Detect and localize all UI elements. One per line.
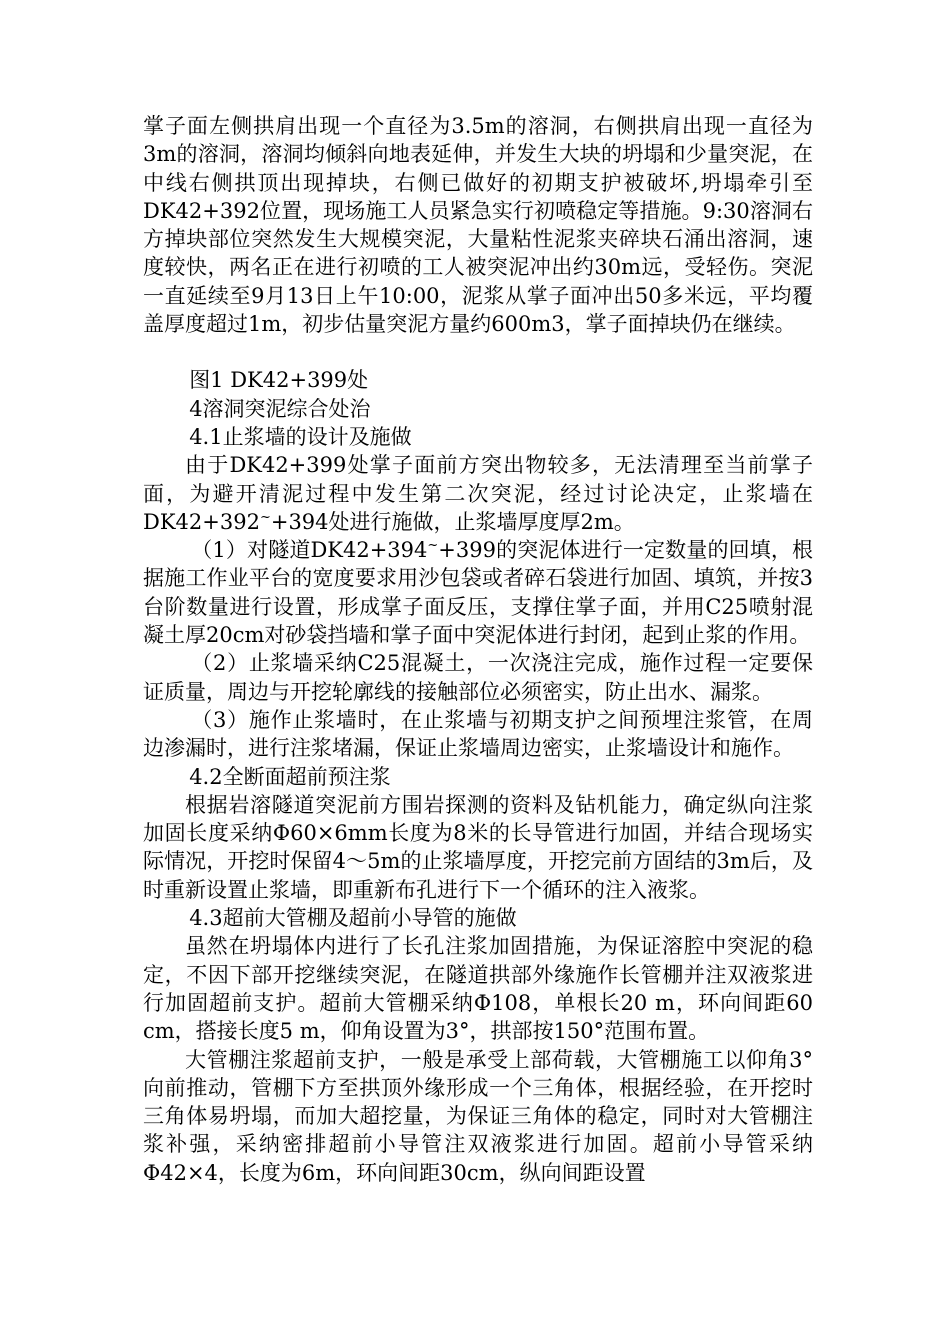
tilde-mark: ~ xyxy=(427,538,439,554)
list-item-1 xyxy=(143,536,813,649)
section-heading-4-1: 4.1止浆墙的设计及施做 xyxy=(189,424,412,449)
document-body xyxy=(143,112,813,1187)
section-heading-4-3: 4.3超前大管棚及超前小导管的施做 xyxy=(189,906,517,931)
spacer xyxy=(143,338,813,366)
list-item-2: （2）止浆墙采纳C25混凝土，一次浇注完成，施作过程一定要保证质量，周边与开挖轮廓线的接触部位必须密实，防止出水、漏浆。 xyxy=(143,651,813,704)
list-item-1-tail: +399的突泥体进行一定数量的回填，根据施工作业平台的宽度要求用沙包袋或者碎石袋进行加固、填筑，并按3台阶数量进行设置，形成掌子面反压，支撑住掌子面，并用C25喷射混凝土厚20cm对砂袋挡墙和掌子面中突泥体进行封闭，起到止浆的作用。 xyxy=(143,538,813,648)
paragraph-4-1-a-tail: +394处进行施做，止浆墙厚度厚2m。 xyxy=(270,509,635,534)
paragraph-4-1-a xyxy=(143,451,813,536)
section-heading-4-2: 4.2全断面超前预注浆 xyxy=(189,764,391,789)
section-heading-4: 4溶洞突泥综合处治 xyxy=(189,396,371,421)
paragraph-4-3-a: 虽然在坍塌体内进行了长孔注浆加固措施，为保证溶腔中突泥的稳定，不因下部开挖继续突泥，在隧道拱部外缘施作长管棚并注双液浆进行加固超前支护。超前大管棚采纳Φ108，单根长20 m，环向间距60 cm，搭接长度5 m，仰角设置为3°，拱部按150°范围布置。 xyxy=(143,934,813,1044)
figure-caption: 图1 DK42+399处 xyxy=(189,368,369,393)
paragraph-4-1-a-text: 由于DK42+399处掌子面前方突出物较多，无法清理至当前掌子面，为避开清泥过程中发生第二次突泥，经过讨论决定，止浆墙在DK42+392 xyxy=(143,453,813,534)
tilde-mark: ~ xyxy=(259,509,271,525)
paragraph-4-2: 根据岩溶隧道突泥前方围岩探测的资料及钻机能力，确定纵向注浆加固长度采纳Φ60×6mm长度为8米的长导管进行加固，并结合现场实际情况，开挖时保留4～5m的止浆墙厚度，开挖完前方固结的3m后，及时重新设置止浆墙，即重新布孔进行下一个循环的注入液浆。 xyxy=(143,792,813,902)
list-item-1-head: （1）对隧道DK42+394 xyxy=(191,538,428,563)
paragraph-4-3-b: 大管棚注浆超前支护，一般是承受上部荷载，大管棚施工以仰角3°向前推动，管棚下方至拱顶外缘形成一个三角体，根据经验，在开挖时三角体易坍塌，而加大超挖量，为保证三角体的稳定，同时对大管棚注浆补强，采纳密排超前小导管注双液浆进行加固。超前小导管采纳Φ42×4，长度为6m，环向间距30cm，纵向间距设置 xyxy=(143,1047,813,1185)
paragraph-intro: 掌子面左侧拱肩出现一个直径为3.5m的溶洞，右侧拱肩出现一直径为3m的溶洞，溶洞均倾斜向地表延伸，并发生大块的坍塌和少量突泥，在中线右侧拱顶出现掉块，右侧已做好的初期支护被破坏,坍塌牵引至DK42+392位置，现场施工人员紧急实行初喷稳定等措施。9:30溶洞右方掉块部位突然发生大规模突泥，大量粘性泥浆夹碎块石涌出溶洞，速度较快，两名正在进行初喷的工人被突泥冲出约30m远，受轻伤。突泥一直延续至9月13日上午10:00，泥浆从掌子面冲出50多米远，平均覆盖厚度超过1m，初步估量突泥方量约600m3，掌子面掉块仍在继续。 xyxy=(143,114,813,337)
list-item-3: （3）施作止浆墙时，在止浆墙与初期支护之间预埋注浆管，在周边渗漏时，进行注浆堵漏，保证止浆墙周边密实，止浆墙设计和施作。 xyxy=(143,707,813,761)
